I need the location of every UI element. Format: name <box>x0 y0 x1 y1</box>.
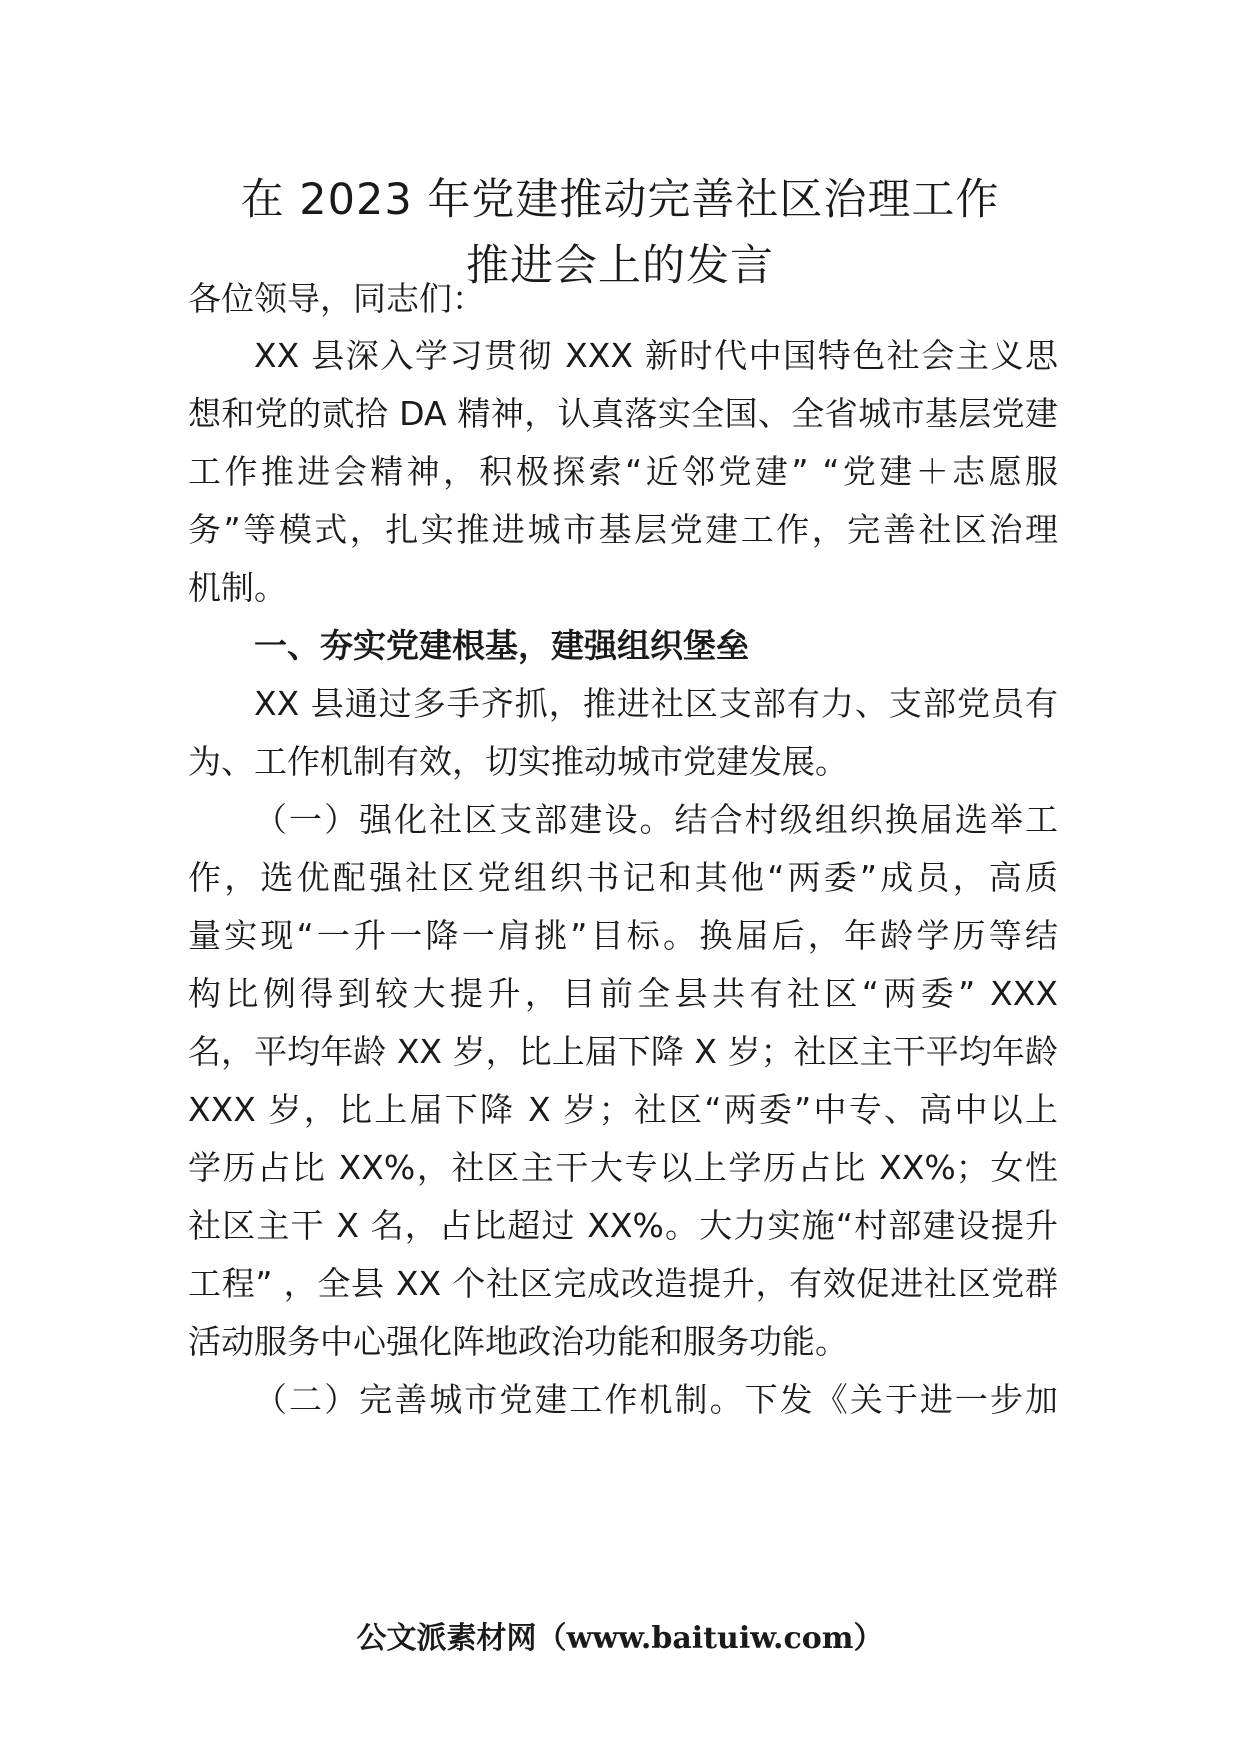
body-line: （一）强化社区支部建设。结合村级组织换届选举工 <box>254 800 1058 839</box>
body-line: 工作推进会精神，积极探索“近邻党建” “党建＋志愿服 <box>188 452 1058 491</box>
body-line: （二）完善城市党建工作机制。下发《关于进一步加 <box>254 1380 1058 1419</box>
body-line: XXX 岁，比上届下降 X 岁；社区“两委”中专、高中以上 <box>188 1090 1058 1129</box>
body-line: 构比例得到较大提升，目前全县共有社区“两委” XXX <box>188 974 1058 1013</box>
footer-watermark-text: 公文派素材网（www.baituiw.com） <box>356 1621 884 1656</box>
body-line: 务”等模式，扎实推进城市基层党建工作，完善社区治理 <box>188 510 1058 549</box>
body-line: 想和党的贰拾 DA 精神，认真落实全国、全省城市基层党建 <box>188 394 1058 433</box>
body-line: 为、工作机制有效，切实推动城市党建发展。 <box>188 742 848 781</box>
body-line: XX 县通过多手齐抓，推进社区支部有力、支部党员有 <box>254 684 1058 723</box>
body-line: 工程” ，全县 XX 个社区完成改造提升，有效促进社区党群 <box>188 1264 1058 1303</box>
body-line: 名，平均年龄 XX 岁，比上届下降 X 岁；社区主干平均年龄 <box>188 1032 1058 1071</box>
body-line: 社区主干 X 名，占比超过 XX%。大力实施“村部建设提升 <box>188 1206 1058 1245</box>
body-line: 活动服务中心强化阵地政治功能和服务功能。 <box>188 1322 848 1361</box>
body-line: 机制。 <box>188 568 287 607</box>
body-line: 量实现“一升一降一肩挑”目标。换届后，年龄学历等结 <box>188 916 1058 955</box>
title-line-1: 在 2023 年党建推动完善社区治理工作 <box>240 175 1000 225</box>
body-line: 作，选优配强社区党组织书记和其他“两委”成员，高质 <box>188 858 1058 897</box>
body-line: 学历占比 XX%，社区主干大专以上学历占比 XX%；女性 <box>188 1148 1058 1187</box>
salutation: 各位领导，同志们： <box>188 279 485 318</box>
section-heading: 一、夯实党建根基，建强组织堡垒 <box>254 626 749 665</box>
body-line: XX 县深入学习贯彻 XXX 新时代中国特色社会主义思 <box>254 336 1058 375</box>
title-line-2: 推进会上的发言 <box>466 241 774 291</box>
